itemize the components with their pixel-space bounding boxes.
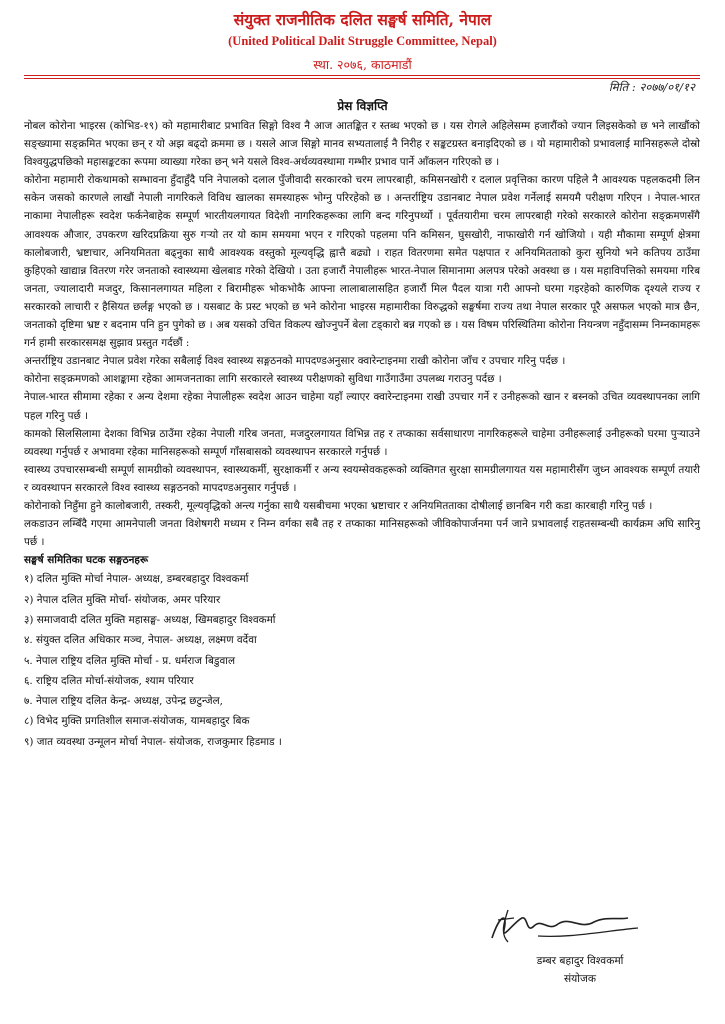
established-location: स्था. २०७६, काठमाडौं	[313, 57, 412, 72]
member-item: २) नेपाल दलित मुक्ति मोर्चा- संयोजक, अमर परियार	[24, 593, 221, 606]
document-title: प्रेस विज्ञप्ति	[337, 99, 388, 113]
date-line: मिति : २०७७/०१/१२	[608, 80, 695, 94]
member-item: ९) जात व्यवस्था उन्मूलन मोर्चा नेपाल- संयोजक, राजकुमार हिडमाड ।	[24, 735, 282, 748]
document-body	[24, 117, 700, 752]
org-name-devanagari: संयुक्त राजनीतिक दलित सङ्घर्ष समिति, नेपाल	[233, 10, 492, 29]
member-item: ५. नेपाल राष्ट्रिय दलित मुक्ति मोर्चा - प्र. धर्मराज बिडुवाल	[24, 654, 236, 667]
members-heading: सङ्घर्ष समितिका घटक सङ्गठनहरू	[24, 554, 149, 567]
demand-4: कामको सिलसिलामा देशका विभिन्न ठाउँमा रहेका नेपाली गरिब जनता, मजदुरलगायत विभिन्न तह र तप्काका सर्वसाधारण नागरिकहरूले चाहेमा उनीहरूलाई उनीहरूको घरमा पुऱ्याउने व्यवस्था गर्नुपर्छ र अभावमा रहेका मानिसहरूको सम्पूर्ण गाँसबासको व्यवस्थापन सरकारले गर्नुपर्छ ।	[24, 427, 700, 458]
member-item: ८) विभेद मुक्ति प्रगतिशील समाज-संयोजक, यामबहादुर बिक	[24, 715, 250, 728]
header-rule-bottom	[24, 78, 700, 79]
member-item: १) दलित मुक्ति मोर्चा नेपाल- अध्यक्ष, डम्बरबहादुर विश्वकर्मा	[24, 573, 249, 586]
demand-6: कोरोनाको निहुँमा हुने कालोबजारी, तस्करी, मूल्यवृद्धिको अन्त्य गर्नुका साथै यसबीचमा भएका भ्रष्टाचार र अनियमितताका दोषीलाई छानबिन गरी कडा कारबाही गरिनु पर्छ ।	[24, 499, 653, 512]
header-rule-top	[24, 75, 700, 76]
member-list	[24, 569, 700, 752]
member-item: ७. नेपाल राष्ट्रिय दलित केन्द्र- अध्यक्ष, उपेन्द्र छटुन्जेल,	[24, 695, 223, 708]
demand-5: स्वास्थ्य उपचारसम्बन्धी सम्पूर्ण सामग्रीको व्यवस्थापन, स्वास्थ्यकर्मी, सुरक्षाकर्मी र अन्य स्वयम्सेवकहरूको व्यक्तिगत सुरक्षा सामग्रीलगायत यस महामारीसँग जुध्न आवश्यक सम्पूर्ण तयारी र व्यवस्थापन सरकारले विश्व स्वास्थ्य सङ्गठनको मापदण्डअनुसार गर्नुपर्छ ।	[24, 463, 700, 494]
org-name-english: (United Political Dalit Struggle Committee, Nepal)	[228, 34, 497, 48]
demand-1: अन्तर्राष्ट्रिय उडानबाट नेपाल प्रवेश गरेका सबैलाई विश्व स्वास्थ्य सङ्गठनको मापदण्डअनुसार क्वारेन्टाइनमा राखी कोरोना जाँच र उपचार गरिनु पर्दछ ।	[24, 355, 566, 368]
member-item: ४. संयुक्त दलित अधिकार मञ्च, नेपाल- अध्यक्ष, लक्ष्मण वर्देवा	[24, 634, 257, 647]
intro-paragraph: नोबल कोरोना भाइरस (कोभिड-१९) को महामारीबाट प्रभावित सिङ्गो विश्व नै आज आतङ्कित र स्तब्ध भएको छ । यस रोगले अहिलेसम्म हजारौंको ज्यान लिइसकेको छ भने लाखौंको सङ्ख्यामा सङ्क्रमित भएका छन् र यो अझ बढ्दो क्रममा छ । यसले आज सिङ्गो मानव सभ्यतालाई नै निरीह र सङ्कटग्रस्त बनाइदिएको छ । यो महामारीको प्रभावलाई मानिसहरूले दोस्रो विश्वयुद्धपछिको महासङ्कटका रूपमा व्याख्या गरेका छन् भने यसले विश्व-अर्थव्यवस्थामा गम्भीर प्रभाव पार्ने आँकलन गरिएको छ ।	[24, 120, 700, 169]
demand-3: नेपाल-भारत सीमामा रहेका र अन्य देशमा रहेका नेपालीहरू स्वदेश आउन चाहेमा यहाँ ल्याएर क्वारेन्टाइनमा राखी उपचार गर्ने र उनीहरूको खान र बस्नको उचित व्यवस्थापनका लागि पहल गरिनु पर्छ ।	[24, 391, 700, 422]
signatory-name: डम्बर बहादुर विश्वकर्मा	[536, 955, 624, 967]
signatory-block	[470, 952, 690, 988]
member-item: ३) समाजवादी दलित मुक्ति महासङ्घ- अध्यक्ष, खिमबहादुर विश्वकर्मा	[24, 613, 276, 626]
signature-image	[478, 908, 668, 948]
member-item: ६. राष्ट्रिय दलित मोर्चा-संयोजक, श्याम परियार	[24, 674, 194, 687]
demand-7: लकडाउन लम्बिँदै गएमा आमनेपाली जनता विशेषगरी मध्यम र निम्न वर्गका सबै तह र तप्काका मानिसहरूको जीविकोपार्जनमा पर्न जाने प्रभावलाई राहतसम्बन्धी कार्यक्रम अघि सारिनु पर्छ ।	[24, 518, 700, 549]
signatory-title: संयोजक	[563, 973, 597, 985]
demand-2: कोरोना सङ्क्रमणको आशङ्कामा रहेका आमजनताका लागि सरकारले स्वास्थ्य परीक्षणको सुविधा गाउँगाउँमा उपलब्ध गराउनु पर्दछ ।	[24, 373, 502, 386]
main-paragraph: कोरोना महामारी रोकथामको सम्भावना हुँदाहुँदै पनि नेपालको दलाल पुँजीवादी सरकारको चरम लापरबाही, कमिसनखोरी र दलाल प्रवृत्तिका कारण पहिले नै आवश्यक पहलकदमी लिन सकेन जसको कारणले लाखौं नेपाली नागरिकले विविध खालका समस्याहरू भोग्नु परिरहेको छ । अन्तर्राष्ट्रिय उडानबाट नेपाल प्रवेश गर्नेलाई समयमै परीक्षण गरिएन । नेपाल-भारत नाकामा नेपालीहरू स्वदेश फर्कनेबाहेक सम्पूर्ण भारतीयलगायत विदेशी नागरिकहरूका लागि बन्द गरिनुपर्थ्यो । पूर्वतयारीमा चरम लापरबाही गरेको सरकारले कोरोना सङ्क्रमणसँगै आवश्यक औजार, उपकरण खरिदप्रक्रिया सुरु गर्‍यो तर यो काम समयमा भएन र गरिएको पहलमा पनि कमिसन, घुसखोरी, नाफाखोरी गर्न खोजियो । यही मौकामा सम्पूर्ण क्षेत्रमा कालोबजारी, भ्रष्टाचार, अनियमितता बढ्नुका साथै आवश्यक वस्तुको मूल्यवृद्धि ह्वात्तै बढ्यो । राहत वितरणमा समेत पक्षपात र अनियमितताको कुरा सुनियो भने कतिपय ठाउँमा कुहिएको खाद्यान्न वितरण गरेर जनताको स्वास्थ्यमा खेलबाड गरेको देखियो । उता हजारौं नेपालीहरू भारत-नेपाल सिमानामा अलपत्र परेको अवस्था छ । यस महाविपत्तिको समयमा गरिब जनता, ज्यालादारी मजदुर, किसानलगायत महिला र बिरामीहरू भोकभोकै आफ्ना लालाबालासहित हजारौं मिल पैदल यात्रा गरी आफ्नो घरमा गइरहेको कारुणिक दृश्यले राज्य र सरकारको लाचारी र हैसियत छर्लङ्ग भएको छ । यसबाट के प्रस्ट भएको छ भने कोरोना भाइरस महामारीका विरुद्धको सङ्घर्षमा राज्य तथा नेपाल सरकार पूरै असफल भएको मात्र छैन, जनताको दृष्टिमा भ्रष्ट र बदनाम पनि हुन पुगेको छ । अब यसको उचित विकल्प खोज्नुपर्ने बेला टड्कारो बन्न गएको छ । यस विषम परिस्थितिमा कोरोना नियन्त्रण नहुँदासम्म निम्नकामहरू गर्न हामी सरकारसमक्ष सुझाव प्रस्तुत गर्दछौं :	[24, 174, 700, 350]
